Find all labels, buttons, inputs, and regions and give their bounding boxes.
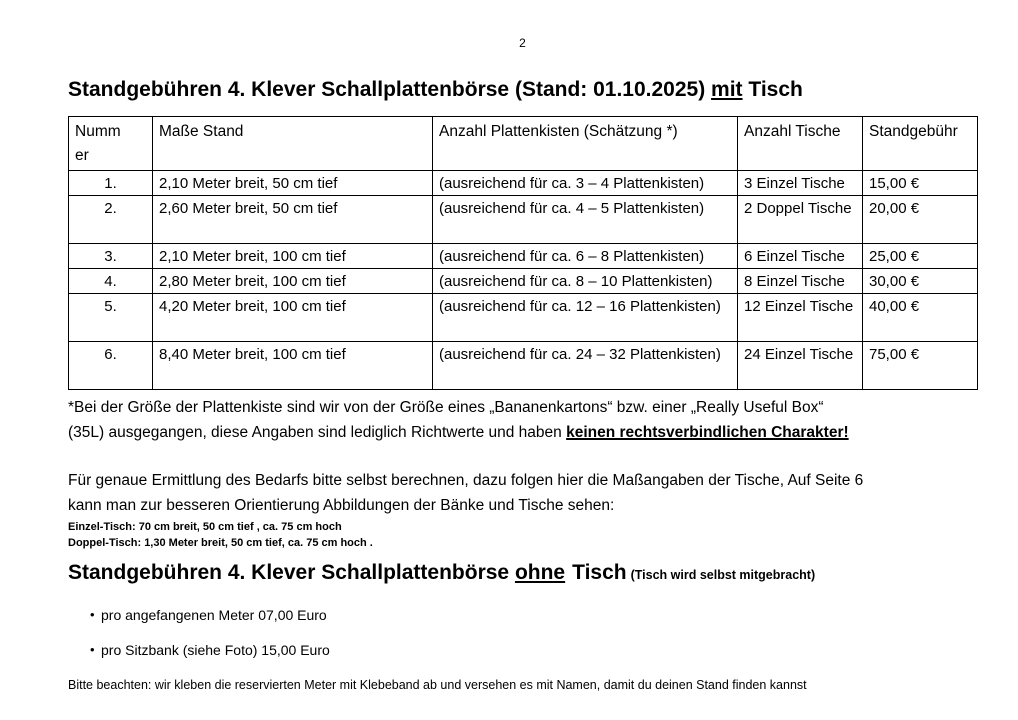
cell-tische: 24 Einzel Tische bbox=[738, 342, 863, 390]
footnote-line2-text: (35L) ausgegangen, diese Angaben sind lediglich Richtwerte und haben bbox=[68, 424, 567, 441]
table-row bbox=[69, 342, 978, 390]
paragraph-line1: Für genaue Ermittlung des Bedarfs bitte selbst berechnen, dazu folgen hier die Maßangaben der Tische, Auf Seite 6 bbox=[68, 472, 864, 489]
cell-tische: 2 Doppel Tische bbox=[738, 196, 863, 244]
cell-tische: 3 Einzel Tische bbox=[738, 171, 863, 196]
bullet-icon: • bbox=[90, 607, 95, 622]
bullet-text: pro angefangenen Meter 07,00 Euro bbox=[101, 607, 327, 623]
cell-masse: 8,40 Meter breit, 100 cm tief bbox=[153, 342, 433, 390]
footnote-line2 bbox=[68, 420, 977, 445]
cell-masse: 2,60 Meter breit, 50 cm tief bbox=[153, 196, 433, 244]
table-row bbox=[69, 244, 978, 269]
heading-ohne-parenthetical: (Tisch wird selbst mitgebracht) bbox=[630, 568, 816, 582]
calculation-paragraph bbox=[68, 468, 977, 518]
bottom-note: Bitte beachten: wir kleben die reservierten Meter mit Klebeband ab und versehen es mit Namen, damit du deinen Stand finden kannst bbox=[68, 678, 807, 692]
cell-kisten: (ausreichend für ca. 3 – 4 Plattenkisten) bbox=[433, 171, 738, 196]
cell-kisten: (ausreichend für ca. 8 – 10 Plattenkisten) bbox=[433, 269, 738, 294]
cell-gebuehr: 40,00 € bbox=[863, 294, 978, 342]
bullet-icon: • bbox=[90, 642, 95, 657]
heading-mit-prefix: Standgebühren 4. Klever Schallplattenbörse (Stand: 01.10.2025) bbox=[68, 78, 712, 101]
heading-ohne-underlined: ohne bbox=[514, 561, 566, 584]
bullet-item bbox=[68, 607, 977, 624]
heading-mit-underlined: mit bbox=[711, 78, 743, 101]
table-row bbox=[69, 171, 978, 196]
footnote bbox=[68, 395, 977, 445]
footnote-emphasis: keinen rechtsverbindlichen Charakter! bbox=[566, 424, 849, 441]
cell-nummer: 3. bbox=[69, 244, 153, 269]
cell-masse: 2,10 Meter breit, 100 cm tief bbox=[153, 244, 433, 269]
cell-kisten: (ausreichend für ca. 12 – 16 Plattenkisten) bbox=[433, 294, 738, 342]
table-row bbox=[69, 294, 978, 342]
cell-tische: 12 Einzel Tische bbox=[738, 294, 863, 342]
fee-table bbox=[68, 116, 978, 390]
table-dimension-specs bbox=[68, 519, 977, 551]
heading-mit-tisch bbox=[68, 76, 977, 104]
table-header-row bbox=[69, 117, 978, 171]
page-number: 2 bbox=[519, 36, 526, 50]
cell-gebuehr: 25,00 € bbox=[863, 244, 978, 269]
heading-ohne-tisch bbox=[68, 558, 977, 590]
cell-gebuehr: 20,00 € bbox=[863, 196, 978, 244]
heading-mit-suffix: Tisch bbox=[742, 78, 803, 101]
cell-nummer: 2. bbox=[69, 196, 153, 244]
cell-masse: 2,10 Meter breit, 50 cm tief bbox=[153, 171, 433, 196]
cell-gebuehr: 30,00 € bbox=[863, 269, 978, 294]
column-header-anzahl-tische: Anzahl Tische bbox=[738, 117, 863, 171]
doppel-tisch-spec: Doppel-Tisch: 1,30 Meter breit, 50 cm tief, ca. 75 cm hoch . bbox=[68, 537, 373, 549]
cell-gebuehr: 15,00 € bbox=[863, 171, 978, 196]
table-row bbox=[69, 196, 978, 244]
cell-nummer: 6. bbox=[69, 342, 153, 390]
cell-nummer: 4. bbox=[69, 269, 153, 294]
column-header-plattenkisten: Anzahl Plattenkisten (Schätzung *) bbox=[433, 117, 738, 171]
bullet-list bbox=[68, 607, 977, 659]
cell-tische: 6 Einzel Tische bbox=[738, 244, 863, 269]
bullet-text: pro Sitzbank (siehe Foto) 15,00 Euro bbox=[101, 642, 330, 658]
cell-kisten: (ausreichend für ca. 4 – 5 Plattenkisten) bbox=[433, 196, 738, 244]
cell-kisten: (ausreichend für ca. 24 – 32 Plattenkisten) bbox=[433, 342, 738, 390]
column-header-nummer: Nummer bbox=[69, 117, 153, 171]
heading-ohne-prefix: Standgebühren 4. Klever Schallplattenbörse bbox=[68, 561, 515, 584]
cell-gebuehr: 75,00 € bbox=[863, 342, 978, 390]
cell-nummer: 5. bbox=[69, 294, 153, 342]
einzel-tisch-spec: Einzel-Tisch: 70 cm breit, 50 cm tief , ca. 75 cm hoch bbox=[68, 521, 342, 533]
cell-kisten: (ausreichend für ca. 6 – 8 Plattenkisten) bbox=[433, 244, 738, 269]
cell-tische: 8 Einzel Tische bbox=[738, 269, 863, 294]
footnote-line1: *Bei der Größe der Plattenkiste sind wir von der Größe eines „Bananenkartons“ bzw. einer „Really Useful Box“ bbox=[68, 399, 824, 416]
bullet-item bbox=[68, 642, 977, 659]
table-row bbox=[69, 269, 978, 294]
column-header-standgebuehr: Standgebühr bbox=[863, 117, 978, 171]
cell-nummer: 1. bbox=[69, 171, 153, 196]
heading-ohne-suffix: Tisch bbox=[572, 561, 627, 584]
paragraph-line2: kann man zur besseren Orientierung Abbildungen der Bänke und Tische sehen: bbox=[68, 497, 615, 514]
cell-masse: 4,20 Meter breit, 100 cm tief bbox=[153, 294, 433, 342]
column-header-masse-stand: Maße Stand bbox=[153, 117, 433, 171]
cell-masse: 2,80 Meter breit, 100 cm tief bbox=[153, 269, 433, 294]
